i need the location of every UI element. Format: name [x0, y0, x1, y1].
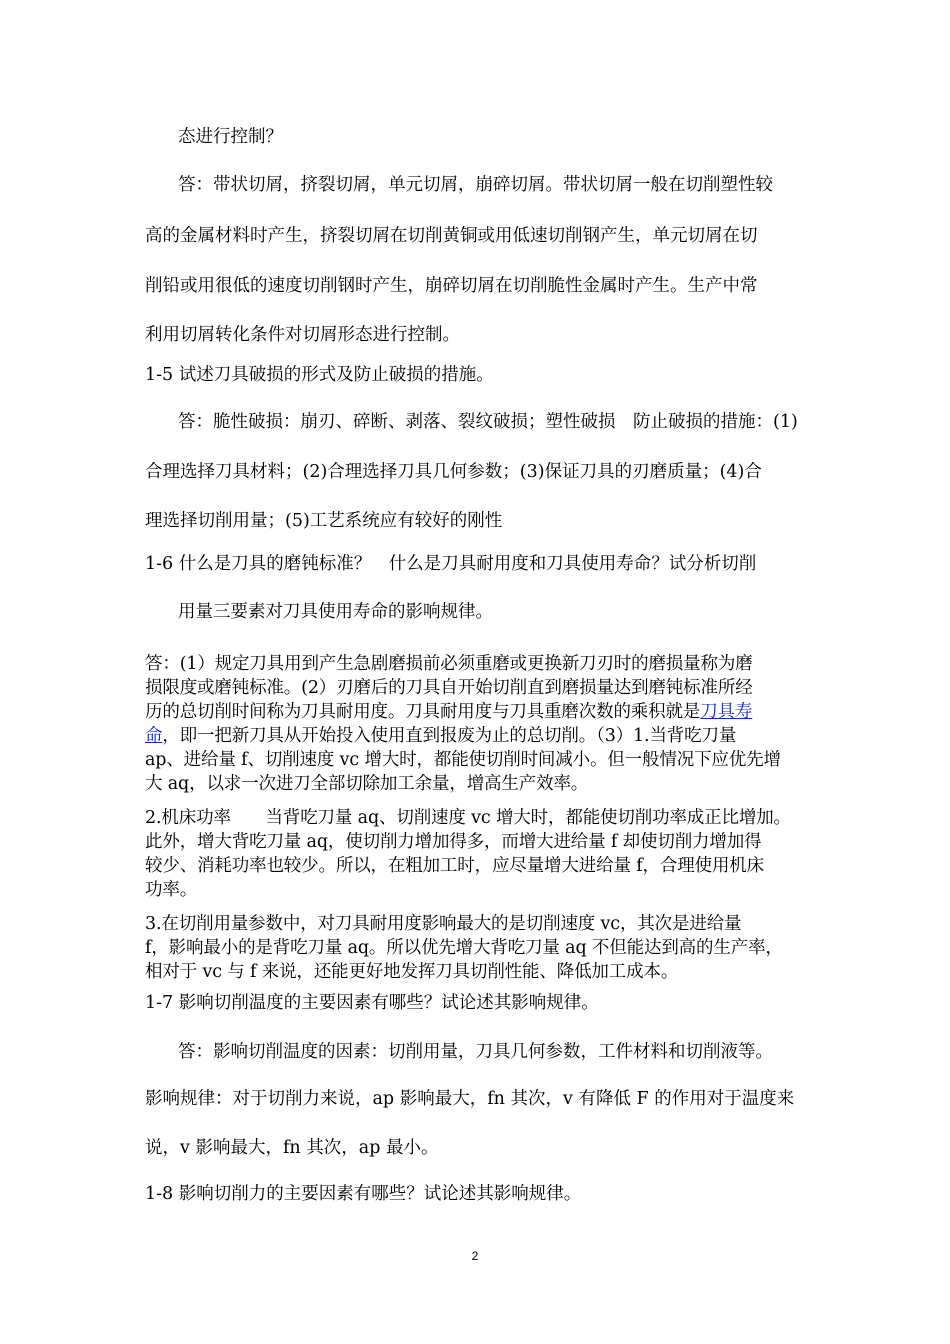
- text-line: 功率。: [145, 880, 198, 900]
- text-line: 2.机床功率 当背吃刀量 aq、切削速度 vc 增大时，都能使切削功率成正比增加。: [145, 808, 791, 828]
- section-heading: 1-5 试述刀具破损的形式及防止破损的措施。: [145, 365, 494, 385]
- text-line: f，影响最小的是背吃刀量 aq。所以优先增大背吃刀量 aq 不但能达到高的生产率，: [145, 938, 783, 958]
- text-line: 答：带状切屑，挤裂切屑，单元切屑，崩碎切屑。带状切屑一般在切削塑性较: [178, 175, 773, 195]
- text-line: 大 aq，以求一次进刀全部切除加工余量，增高生产效率。: [145, 774, 589, 794]
- text-line: 利用切屑转化条件对切屑形态进行控制。: [145, 325, 460, 345]
- text-line: 削铅或用很低的速度切削钢时产生，崩碎切屑在切削脆性金属时产生。生产中常: [145, 276, 758, 296]
- text-span: 历的总切削时间称为刀具耐用度。刀具耐用度与刀具重磨次数的乘积就是: [145, 702, 701, 722]
- term-link[interactable]: 刀具寿: [700, 702, 753, 722]
- text-line: 理选择切削用量；(5)工艺系统应有较好的刚性: [145, 511, 503, 531]
- text-line: 3.在切削用量参数中，对刀具耐用度影响最大的是切削速度 vc，其次是进给量: [145, 914, 742, 934]
- section-heading: 1-8 影响切削力的主要因素有哪些？试论述其影响规律。: [145, 1184, 582, 1204]
- text-line: 高的金属材料时产生，挤裂切屑在切削黄铜或用低速切削钢产生，单元切屑在切: [145, 226, 758, 246]
- text-line: 此外，增大背吃刀量 aq，使切削力增加得多，而增大进给量 f 却使切削力增加得: [145, 832, 762, 852]
- term-link[interactable]: 命: [145, 726, 163, 746]
- text-line: ap、进给量 f、切削速度 vc 增大时，都能使切削时间减小。但一般情况下应优先增: [145, 750, 781, 770]
- section-heading: 1-6 什么是刀具的磨钝标准？ 什么是刀具耐用度和刀具使用寿命？试分析切削: [145, 554, 757, 574]
- text-line: [145, 724, 736, 748]
- text-line: 答：(1）规定刀具用到产生急剧磨损前必须重磨或更换新刀刃时的磨损量称为磨: [145, 654, 753, 674]
- page-number: 2: [471, 1249, 479, 1263]
- text-line: 答：影响切削温度的因素：切削用量，刀具几何参数，工件材料和切削液等。: [178, 1042, 773, 1062]
- text-line: 合理选择刀具材料；(2)合理选择刀具几何参数；(3)保证刀具的刃磨质量；(4)合: [145, 462, 762, 482]
- text-line: 说，v 影响最大，fn 其次，ap 最小。: [145, 1138, 439, 1158]
- text-line: [145, 700, 752, 724]
- text-line: 答：脆性破损：崩刃、碎断、剥落、裂纹破损；塑性破损 防止破损的措施：(1): [178, 412, 798, 432]
- text-line: 相对于 vc 与 f 来说，还能更好地发挥刀具切削性能、降低加工成本。: [145, 962, 679, 982]
- text-line: 影响规律：对于切削力来说，ap 影响最大，fn 其次，v 有降低 F 的作用对于温度来: [145, 1089, 795, 1109]
- text-span: ，即一把新刀具从开始投入使用直到报废为止的总切削。（3）1.当背吃刀量: [162, 726, 737, 746]
- text-line: 用量三要素对刀具使用寿命的影响规律。: [178, 602, 493, 622]
- section-heading: 1-7 影响切削温度的主要因素有哪些？试论述其影响规律。: [145, 993, 599, 1013]
- text-line: 损限度或磨钝标准。(2）刃磨后的刀具自开始切削直到磨损量达到磨钝标准所经: [145, 678, 753, 698]
- text-line: 较少、消耗功率也较少。所以，在粗加工时，应尽量增大进给量 f，合理使用机床: [145, 856, 764, 876]
- text-line: 态进行控制？: [178, 127, 283, 147]
